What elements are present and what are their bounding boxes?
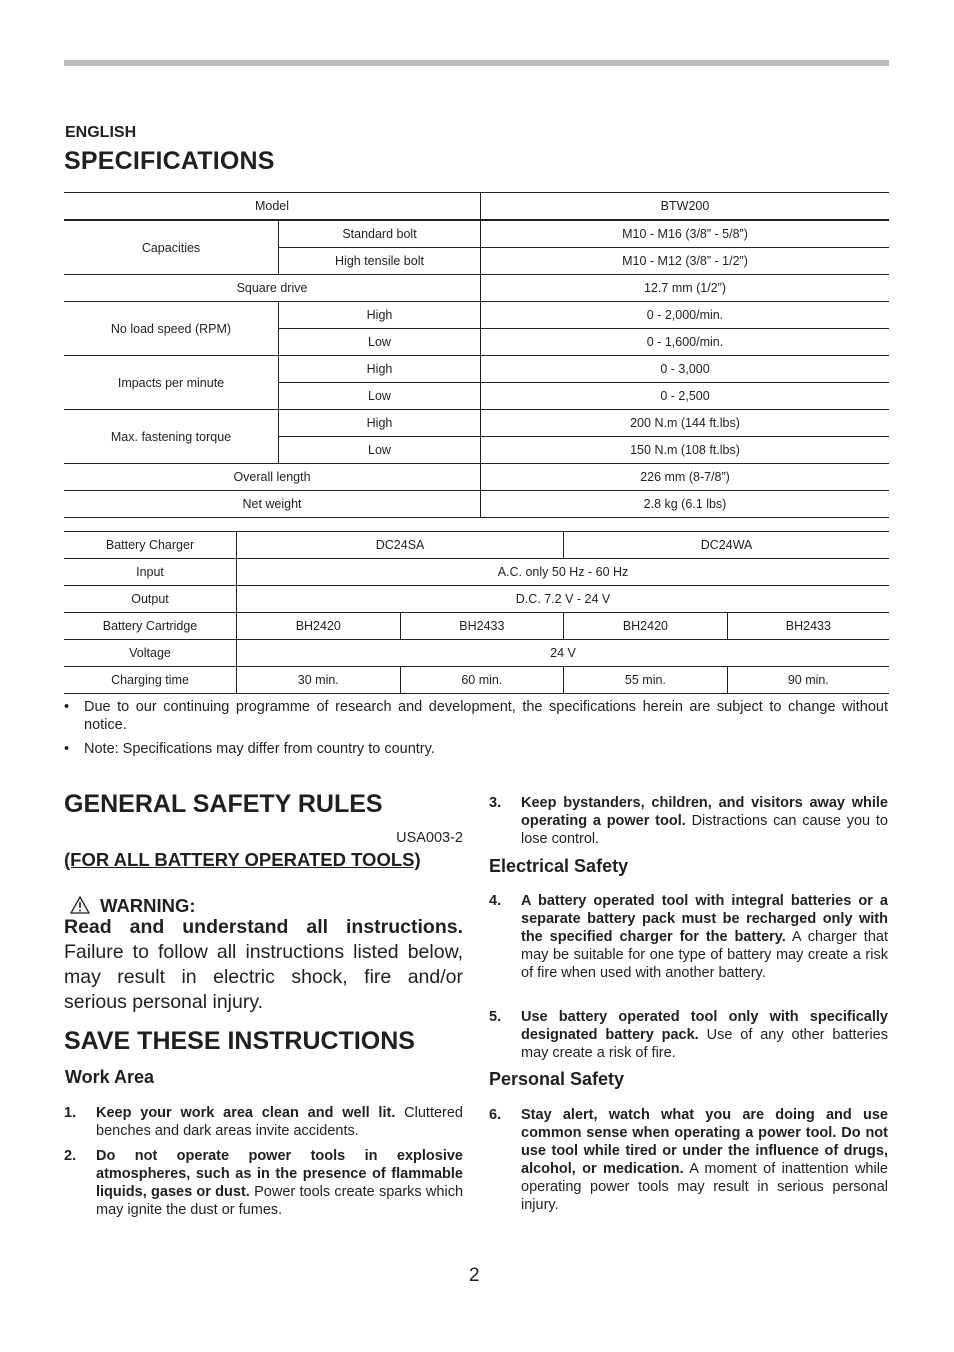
personal-safety-title: Personal Safety (489, 1069, 625, 1089)
capacities-label: Capacities (64, 220, 279, 275)
length-value: 226 mm (8-7/8”) (481, 464, 890, 491)
model-value: BTW200 (481, 193, 890, 221)
square-drive-label: Square drive (64, 275, 481, 302)
item-text: Use of any other batteries may create a risk of fire. (521, 1027, 888, 1061)
item-number: 2. (64, 1148, 77, 1164)
no-load-high-label: High (279, 302, 481, 329)
torque-label: Max. fastening torque (64, 410, 279, 464)
warning-triangle-icon (70, 896, 90, 914)
square-drive-value: 12.7 mm (1/2”) (481, 275, 890, 302)
table-row (64, 275, 889, 302)
torque-high-value: 200 N.m (144 ft.lbs) (481, 410, 890, 437)
torque-low-value: 150 N.m (108 ft.lbs) (481, 437, 890, 464)
warning-bold: Read and understand all instructions. (64, 916, 463, 938)
electrical-safety-title: Electrical Safety (489, 856, 629, 876)
item-text: Power tools create sparks which may ignite the dust or fumes. (96, 1184, 464, 1218)
item-text: A moment of inattention while operating power tools may result in serious personal injury. (521, 1161, 888, 1213)
item-body (521, 892, 888, 982)
output-label: Output (64, 586, 237, 613)
charger-a: DC24SA (237, 532, 564, 559)
note-text: Due to our continuing programme of research and development, the specifications herein are subject to change without notice. (84, 699, 888, 733)
item-text: Cluttered benches and dark areas invite accidents. (96, 1105, 463, 1139)
table-row (64, 491, 889, 518)
table-row (64, 356, 889, 383)
warning-heading (70, 895, 196, 917)
specifications-table (64, 192, 889, 518)
top-rule (64, 60, 889, 66)
input-label: Input (64, 559, 237, 586)
model-label: Model (64, 193, 481, 221)
warning-text (64, 915, 463, 1015)
length-label: Overall length (64, 464, 481, 491)
item-bold: Do not operate power tools in explosive atmospheres, such as in the presence of flammable liquids, gases or dust. (96, 1148, 463, 1200)
torque-high-label: High (279, 410, 481, 437)
list-item (489, 1106, 888, 1214)
table-row (64, 464, 889, 491)
charger-b: DC24WA (564, 532, 889, 559)
list-item (64, 1104, 463, 1140)
specifications-title: SPECIFICATIONS (64, 147, 275, 175)
item-bold: A battery operated tool with integral batteries or a separate battery pack must be recharged only with the specified charger for the battery. (521, 893, 888, 945)
impacts-high-value: 0 - 3,000 (481, 356, 890, 383)
work-area-title: Work Area (65, 1067, 155, 1087)
item-body (96, 1104, 463, 1140)
general-safety-title: GENERAL SAFETY RULES (64, 790, 383, 818)
document-code: USA003-2 (396, 830, 463, 846)
impacts-label: Impacts per minute (64, 356, 279, 410)
table-row (64, 193, 889, 221)
charging-time-3: 55 min. (564, 667, 728, 694)
battery-tools-subtitle: (FOR ALL BATTERY OPERATED TOOLS) (64, 849, 421, 870)
table-row (64, 302, 889, 329)
no-load-low-label: Low (279, 329, 481, 356)
charging-time-1: 30 min. (237, 667, 401, 694)
save-instructions-title: SAVE THESE INSTRUCTIONS (64, 1027, 415, 1055)
note-item (64, 740, 888, 758)
table-row (64, 667, 889, 694)
page-number: 2 (469, 1265, 480, 1286)
voltage-label: Voltage (64, 640, 237, 667)
high-tensile-label: High tensile bolt (279, 248, 481, 275)
item-body (521, 1008, 888, 1062)
weight-label: Net weight (64, 491, 481, 518)
item-body (521, 794, 888, 848)
high-tensile-value: M10 - M12 (3/8” - 1/2”) (481, 248, 890, 275)
table-row (64, 640, 889, 667)
item-bold: Stay alert, watch what you are doing and use common sense when operating a power tool. Do not use tool while tired or under the influence of drugs, alcohol, or medication. (521, 1107, 888, 1177)
list-item (64, 1147, 463, 1219)
note-text: Note: Specifications may differ from country to country. (84, 741, 435, 757)
item-body (96, 1147, 463, 1219)
bullet-icon: • (64, 741, 70, 757)
note-item (64, 698, 888, 734)
cartridge-label: Battery Cartridge (64, 613, 237, 640)
bullet-icon: • (64, 699, 70, 715)
item-number: 4. (489, 893, 502, 909)
weight-value: 2.8 kg (6.1 lbs) (481, 491, 890, 518)
item-number: 1. (64, 1105, 77, 1121)
item-bold: Keep bystanders, children, and visitors away while operating a power tool. (521, 795, 888, 829)
impacts-low-value: 0 - 2,500 (481, 383, 890, 410)
standard-bolt-value: M10 - M16 (3/8” - 5/8”) (481, 220, 890, 248)
charging-time-4: 90 min. (727, 667, 889, 694)
table-row (64, 559, 889, 586)
charging-label: Charging time (64, 667, 237, 694)
warning-body: Failure to follow all instructions listed below, may result in electric shock, fire and/or serious personal injury. (64, 941, 463, 1013)
warning-label: WARNING: (100, 895, 196, 916)
impacts-low-label: Low (279, 383, 481, 410)
cartridge-3: BH2420 (564, 613, 728, 640)
cartridge-2: BH2433 (400, 613, 564, 640)
item-bold: Use battery operated tool only with specifically designated battery pack. (521, 1009, 888, 1043)
table-row (64, 613, 889, 640)
no-load-label: No load speed (RPM) (64, 302, 279, 356)
output-value: D.C. 7.2 V - 24 V (237, 586, 890, 613)
item-number: 6. (489, 1107, 502, 1123)
language-label: ENGLISH (65, 124, 137, 141)
list-item (489, 892, 888, 982)
input-value: A.C. only 50 Hz - 60 Hz (237, 559, 890, 586)
item-number: 3. (489, 795, 502, 811)
impacts-high-label: High (279, 356, 481, 383)
item-body (521, 1106, 888, 1214)
cartridge-1: BH2420 (237, 613, 401, 640)
list-item (489, 794, 888, 848)
charging-time-2: 60 min. (400, 667, 564, 694)
table-row (64, 220, 889, 248)
item-text: A charger that may be suitable for one type of battery may create a risk of fire when used with another battery. (521, 929, 888, 981)
list-item (489, 1008, 888, 1062)
table-row (64, 586, 889, 613)
voltage-value: 24 V (237, 640, 890, 667)
table-row (64, 532, 889, 559)
no-load-low-value: 0 - 1,600/min. (481, 329, 890, 356)
charger-label: Battery Charger (64, 532, 237, 559)
cartridge-4: BH2433 (727, 613, 889, 640)
no-load-high-value: 0 - 2,000/min. (481, 302, 890, 329)
item-number: 5. (489, 1009, 502, 1025)
standard-bolt-label: Standard bolt (279, 220, 481, 248)
item-bold: Keep your work area clean and well lit. (96, 1105, 396, 1121)
torque-low-label: Low (279, 437, 481, 464)
item-text: Distractions can cause you to lose control. (521, 813, 889, 847)
table-row (64, 410, 889, 437)
charger-table (64, 531, 889, 694)
